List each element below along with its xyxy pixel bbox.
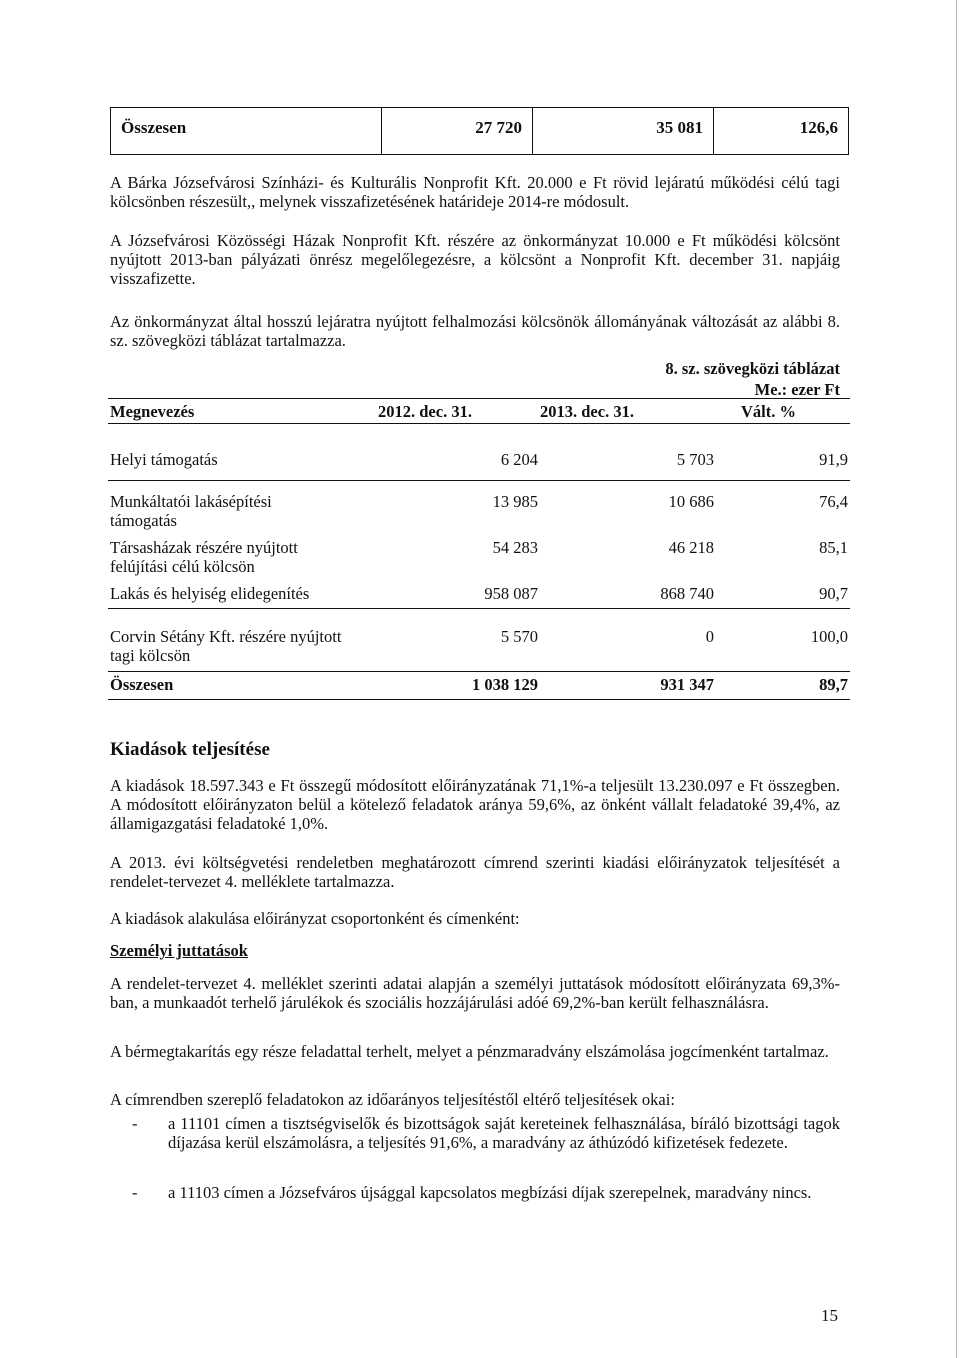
table-header-row — [108, 398, 850, 424]
summary-label: Összesen — [121, 118, 187, 137]
document-page: Összesen 27 720 35 081 126,6 A Bárka Józsefvárosi Színházi- és Kulturális Nonprofit Kft. 20.000 e Ft rövid lejáratú működési célú tagi kölcsönben részesült,, melynek visszafizetésének határideje 2014-re módosult. A Józsefvárosi Közösségi Házak Nonprofit Kft. részére az önkormányzat 10.000 e Ft működési kölcsönt nyújtott 2013-ban pályázati önrész megelőlegezésre, a kölcsönt a Nonprofit Kft. december 31. napjáig visszafizette. Az önkormányzat által hosszú lejáratra nyújtott felhalmozási kölcsönök állományának változását az alábbi 8. sz. szövegközi táblázat tartalmazza. 8. sz. szövegközi táblázat Me.: ezer Ft Megnevezés 2012. dec. 31. 2013. dec. 31. Vált. % Helyi támogatás 6 204 5 703 91,9 Munkáltatói lakásépítési támogatás 13 985 10 686 76,4 Társasházak részére nyújtott felújítási célú kölcsön 54 283 46 218 85,1 Lakás és helyiség elidegenítés 958 087 868 740 90,7 Corvin Sétány Kft. részére nyújtott tagi kölcsön 5 570 0 100,0 Összesen 1 038 129 931 347 89,7 Kiadások teljesítése A kiadások 18.597.343 e Ft összegű módosított előirányzatának 71,1%-a teljesült 13.230.097 e Ft összegben. A módosított előirányzaton belül a kötelező feladatok aránya 59,6%, az önként vállalt feladatoké 39,4%, az államigazgatási feladatoké 1,0%. A 2013. évi költségvetési rendeletben meghatározott címrend szerinti kiadási előirányzatok teljesítését a rendelet-tervezet 4. melléklete tartalmazza. A kiadások alakulása előirányzat csoportonként és címenként: Személyi juttatások A rendelet-tervezet 4. melléklet szerinti adatai alapján a személyi juttatások módosított előirányzata 69,3%-ban, a munkaadót terhelő járulékok és szociális hozzájárulási adóé 69,2%-ban került felhasználásra. A bérmegtakarítás egy része feladattal terhelt, melyet a pénzmaradvány elszámolása jogcímenként tartalmaz. A címrendben szereplő feladatokon az időarányos teljesítéstől eltérő teljesítések okai: - a 11101 címen a tisztségviselők és bizottságok saját kereteinek felhasználása, bíráló bizottsági tagok díjazása kerül elszámolásra, a teljesítés 91,6%, a maradvány az áthúzódó kifizetések fedezete. - a 11103 címen a Józsefváros újsággal kapcsolatos megbízási díjak szerepelnek, maradvány nincs. 15 — [0, 0, 960, 1358]
header-name: Megnevezés — [110, 402, 195, 421]
total-divider — [108, 671, 850, 672]
paragraph-szemelyi: A rendelet-tervezet 4. melléklet szerinti adatai alapján a személyi juttatások módosított előirányzata 69,3%-ban, a munkaadót terhelő járulékok és szociális hozzájárulási adóé 69,2%-ban került felhasználásra. — [110, 974, 840, 1012]
section-title: Kiadások teljesítése — [110, 739, 270, 760]
paragraph-kozossegi-hazak: A Józsefvárosi Közösségi Házak Nonprofit Kft. részére az önkormányzat 10.000 e Ft működési kölcsönt nyújtott 2013-ban pályázati önrész megelőlegezésre, a kölcsönt a Nonprofit Kft. december 31. napjáig visszafizette. — [110, 231, 840, 288]
paragraph-alakulas: A kiadások alakulása előirányzat csoportonként és címenként: — [110, 909, 520, 928]
row-divider — [108, 480, 850, 481]
header-2012: 2012. dec. 31. — [378, 402, 472, 421]
summary-value-change: 126,6 — [714, 108, 849, 155]
page-number: 15 — [821, 1306, 838, 1325]
paragraph-bermegtakaritas: A bérmegtakarítás egy része feladattal terhelt, melyet a pénzmaradvány elszámolása jogcímenként tartalmaz. — [110, 1042, 829, 1061]
subsection-title: Személyi juttatások — [110, 941, 248, 960]
paragraph-okai: A címrendben szereplő feladatokon az időarányos teljesítéstől eltérő teljesítések okai: — [110, 1090, 675, 1109]
header-change: Vált. % — [741, 402, 796, 421]
paragraph-kiadasok: A kiadások 18.597.343 e Ft összegű módosított előirányzatának 71,1%-a teljesült 13.230.097 e Ft összegben. A módosított előirányzaton belül a kötelező feladatok aránya 59,6%, az önként vállalt feladatoké 39,4%, az államigazgatási feladatoké 1,0%. — [110, 776, 840, 833]
scan-edge-line — [956, 0, 957, 1358]
paragraph-barka: A Bárka Józsefvárosi Színházi- és Kulturális Nonprofit Kft. 20.000 e Ft rövid lejáratú működési célú tagi kölcsönben részesült,, melynek visszafizetésének határideje 2014-re módosult. — [110, 173, 840, 211]
summary-value-2013: 35 081 — [533, 108, 714, 155]
table-bottom-line — [108, 699, 850, 700]
bullet-dash: - — [132, 1183, 138, 1202]
bullet-dash: - — [132, 1114, 138, 1133]
row-divider — [108, 608, 850, 609]
summary-row — [111, 108, 849, 155]
table-caption: 8. sz. szövegközi táblázat — [665, 359, 840, 378]
header-2013: 2013. dec. 31. — [540, 402, 634, 421]
table-unit: Me.: ezer Ft — [754, 380, 840, 399]
paragraph-cimrend: A 2013. évi költségvetési rendeletben meghatározott címrend szerinti kiadási előirányzatok teljesítését a rendelet-tervezet 4. melléklete tartalmazza. — [110, 853, 840, 891]
summary-table — [110, 107, 849, 155]
paragraph-kolcsonok-intro: Az önkormányzat által hosszú lejáratra nyújtott felhalmozási kölcsönök állományának változását az alábbi 8. sz. szövegközi táblázat tartalmazza. — [110, 312, 840, 350]
summary-value-2012: 27 720 — [382, 108, 533, 155]
